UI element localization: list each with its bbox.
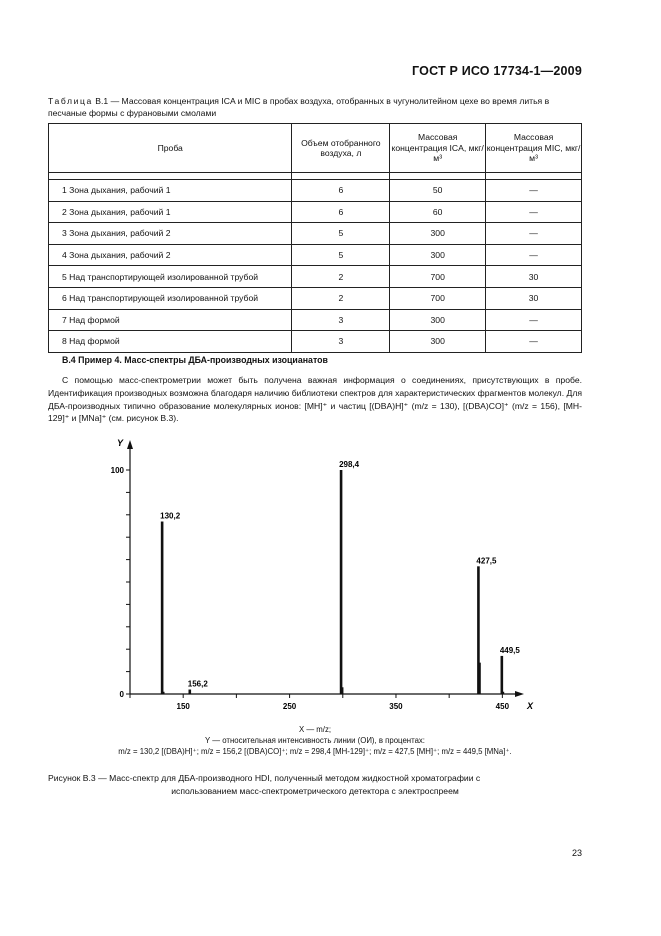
x-axis-arrow [515,691,524,697]
header-ica: Массовая концентрация ICA, мкг/м³ [390,124,486,173]
cell-ica: 50 [390,180,486,202]
figure-caption [48,772,582,797]
cell-volume: 6 [292,180,390,202]
spectrum-peak [340,470,343,694]
y-axis-label: Y [116,438,123,448]
cell-volume: 6 [292,201,390,223]
cell-sample: 1 Зона дыхания, рабочий 1 [49,180,292,202]
table-row [49,201,582,223]
x-tick-label: 450 [495,702,510,711]
cell-ica: 700 [390,266,486,288]
cell-mic: — [486,223,582,245]
cell-sample: 5 Над транспортирующей изолированной трубой [49,266,292,288]
page-number: 23 [571,848,582,858]
document-code: ГОСТ Р ИСО 17734-1—2009 [412,64,582,78]
cell-volume: 3 [292,331,390,353]
header-volume: Объем отобранного воздуха, л [292,124,390,173]
legend-x: X — m/z; [298,725,332,734]
concentration-table [48,123,582,353]
table-row [49,223,582,245]
cell-volume: 2 [292,287,390,309]
cell-sample: 7 Над формой [49,309,292,331]
cell-mic: 30 [486,266,582,288]
cell-ica: 300 [390,223,486,245]
cell-sample: 8 Над формой [49,331,292,353]
cell-mic: — [486,180,582,202]
cell-sample: 6 Над транспортирующей изолированной трубой [49,287,292,309]
section-paragraph [48,374,582,425]
x-axis-label: X [527,701,534,711]
table-row [49,244,582,266]
y-tick-label: 0 [119,690,124,699]
header-sample: Проба [49,124,292,173]
cell-ica: 60 [390,201,486,223]
mass-spectrum-chart [100,432,540,722]
cell-mic: 30 [486,287,582,309]
peak-label: 449,5 [499,645,520,655]
cell-ica: 300 [390,309,486,331]
section-title: В.4 Пример 4. Масс-спектры ДБА-производных изоцианатов [62,355,328,365]
figure-caption-line2: использованием масс-спектрометрического детектора с электроспреем [171,785,459,796]
cell-volume: 5 [292,223,390,245]
peak-label: 427,5 [476,556,497,566]
peak-label: 298,4 [339,460,360,469]
spectrum-peak [188,690,191,694]
cell-ica: 300 [390,244,486,266]
cell-sample: 4 Зона дыхания, рабочий 2 [49,244,292,266]
cell-mic: — [486,331,582,353]
x-tick-label: 150 [176,702,190,711]
table-row [49,331,582,353]
table-row [49,266,582,288]
cell-mic: — [486,201,582,223]
cell-volume: 5 [292,244,390,266]
y-axis-arrow [127,440,133,449]
cell-sample: 2 Зона дыхания, рабочий 1 [49,201,292,223]
table-caption-text: В.1 — Массовая концентрация ICA и MIC в пробах воздуха, отобранных в чугунолитейном цехе во время литья в песчаные формы с фурановыми смолами [48,96,550,118]
table-row [49,180,582,202]
spectrum-peak [162,692,165,694]
x-tick-label: 350 [389,702,403,711]
peak-label: 130,2 [160,511,181,521]
cell-volume: 2 [292,266,390,288]
table-row [49,309,582,331]
figure-legend [48,724,582,757]
y-tick-label: 100 [110,466,124,475]
spectrum-peak [341,687,344,694]
cell-mic: — [486,309,582,331]
table-caption-label: Таблица [48,96,93,106]
spectrum-peak [501,656,504,694]
table-row [49,287,582,309]
legend-y: Y — относительная интенсивность линии (ОИ), в процентах: [205,736,425,745]
figure-caption-line1: Рисунок В.3 — Масс-спектр для ДБА-производного HDI, полученный методом жидкостной хроматографии с [48,773,481,783]
spectrum-peak [502,692,505,694]
peak-label: 156,2 [187,679,208,689]
cell-volume: 3 [292,309,390,331]
x-tick-label: 250 [282,702,297,711]
spectrum-peak [161,522,164,694]
paragraph-text: С помощью масс-спектрометрии может быть получена важная информация о соединениях, присутствующих в пробе. Идентификация производных возможна благодаря наличию библиотеки спектров для характеристических фрагментов молекул. Для ДБА-производных типично образование молекулярных ионов: [MH]⁺ и частиц [(DBA)H]⁺ (m/z = 130), [(DBA)CO]⁺ (m/z = 156), [MH-129]⁺ и [MNa]⁺ (см. рисунок В.3). [48,375,582,424]
spectrum-peak [478,663,481,694]
legend-values: m/z = 130,2 [(DBA)H]⁺; m/z = 156,2 [(DBA)CO]⁺; m/z = 298,4 [MH-129]⁺; m/z = 427,5 [MH]⁺; m/z = 449,5 [MNa]⁺. [118,747,512,756]
header-mic: Массовая концентрация MIC, мкг/м³ [486,124,582,173]
cell-mic: — [486,244,582,266]
table-caption [48,96,583,119]
cell-ica: 300 [390,331,486,353]
cell-ica: 700 [390,287,486,309]
cell-sample: 3 Зона дыхания, рабочий 2 [49,223,292,245]
